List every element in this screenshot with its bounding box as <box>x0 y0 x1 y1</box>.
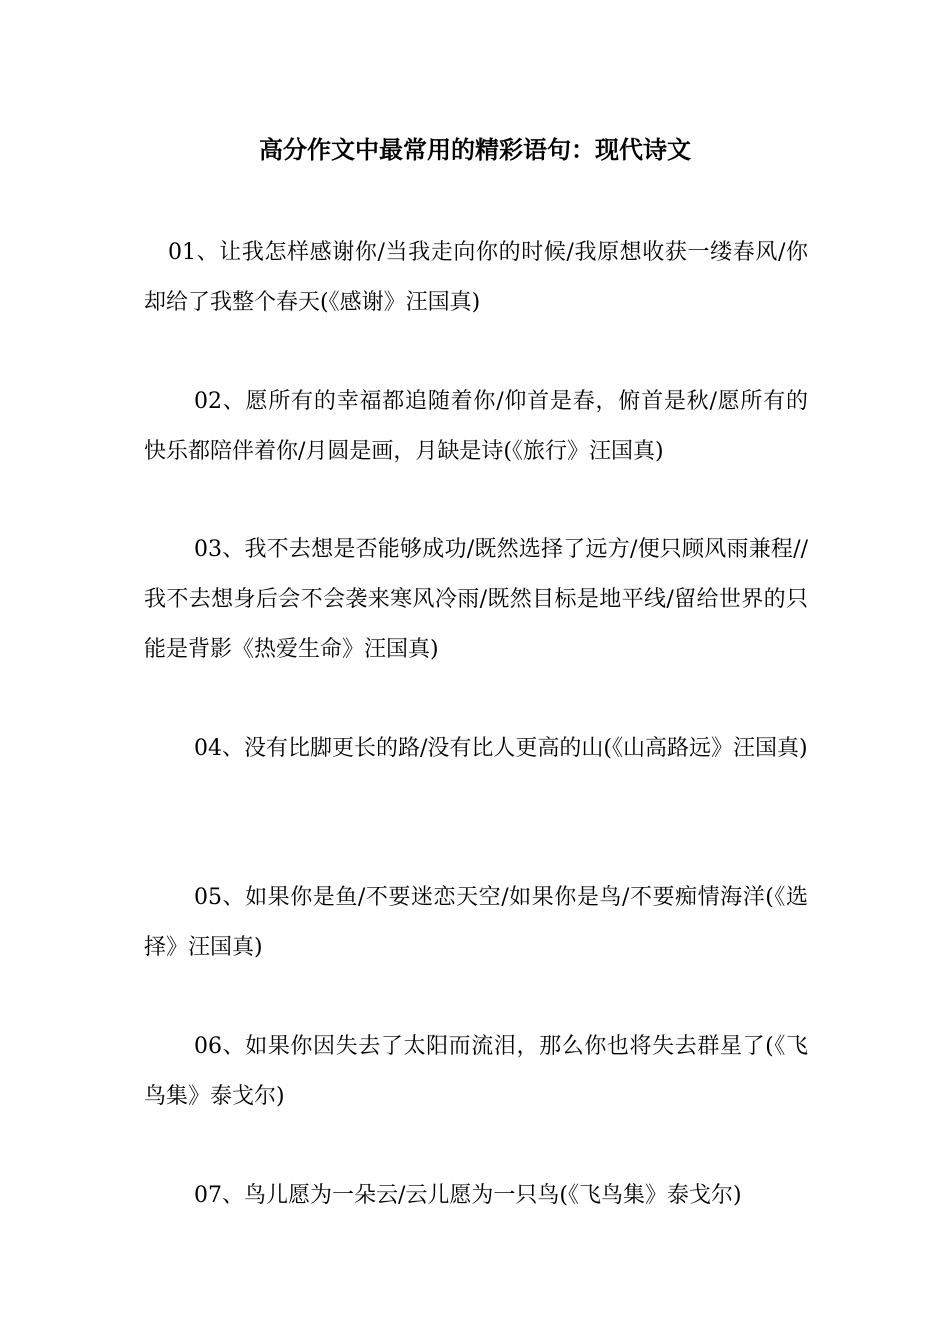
poem-entry-03: 03、我不去想是否能够成功/既然选择了远方/便只顾风雨兼程//我不去想身后会不会袭来寒风冷雨/既然目标是地平线/留给世界的只能是背影《热爱生命》汪国真) <box>144 537 808 662</box>
poem-entry-05: 05、如果你是鱼/不要迷恋天空/如果你是鸟/不要痴情海洋(《选择》汪国真) <box>144 885 808 960</box>
poem-entry-07: 07、鸟儿愿为一朵云/云儿愿为一只鸟(《飞鸟集》泰戈尔) <box>194 1183 742 1208</box>
poem-entry-02: 02、愿所有的幸福都追随着你/仰首是春，俯首是秋/愿所有的快乐都陪伴着你/月圆是画，月缺是诗(《旅行》汪国真) <box>144 389 808 464</box>
poem-entry-01: 01、让我怎样感谢你/当我走向你的时候/我原想收获一缕春风/你却给了我整个春天(《感谢》汪国真) <box>144 240 808 315</box>
poem-entry-04: 04、没有比脚更长的路/没有比人更高的山(《山高路远》汪国真) <box>194 736 808 761</box>
document-title: 高分作文中最常用的精彩语句：现代诗文 <box>259 135 691 164</box>
poem-entry-06: 06、如果你因失去了太阳而流泪，那么你也将失去群星了(《飞鸟集》泰戈尔) <box>144 1034 808 1109</box>
